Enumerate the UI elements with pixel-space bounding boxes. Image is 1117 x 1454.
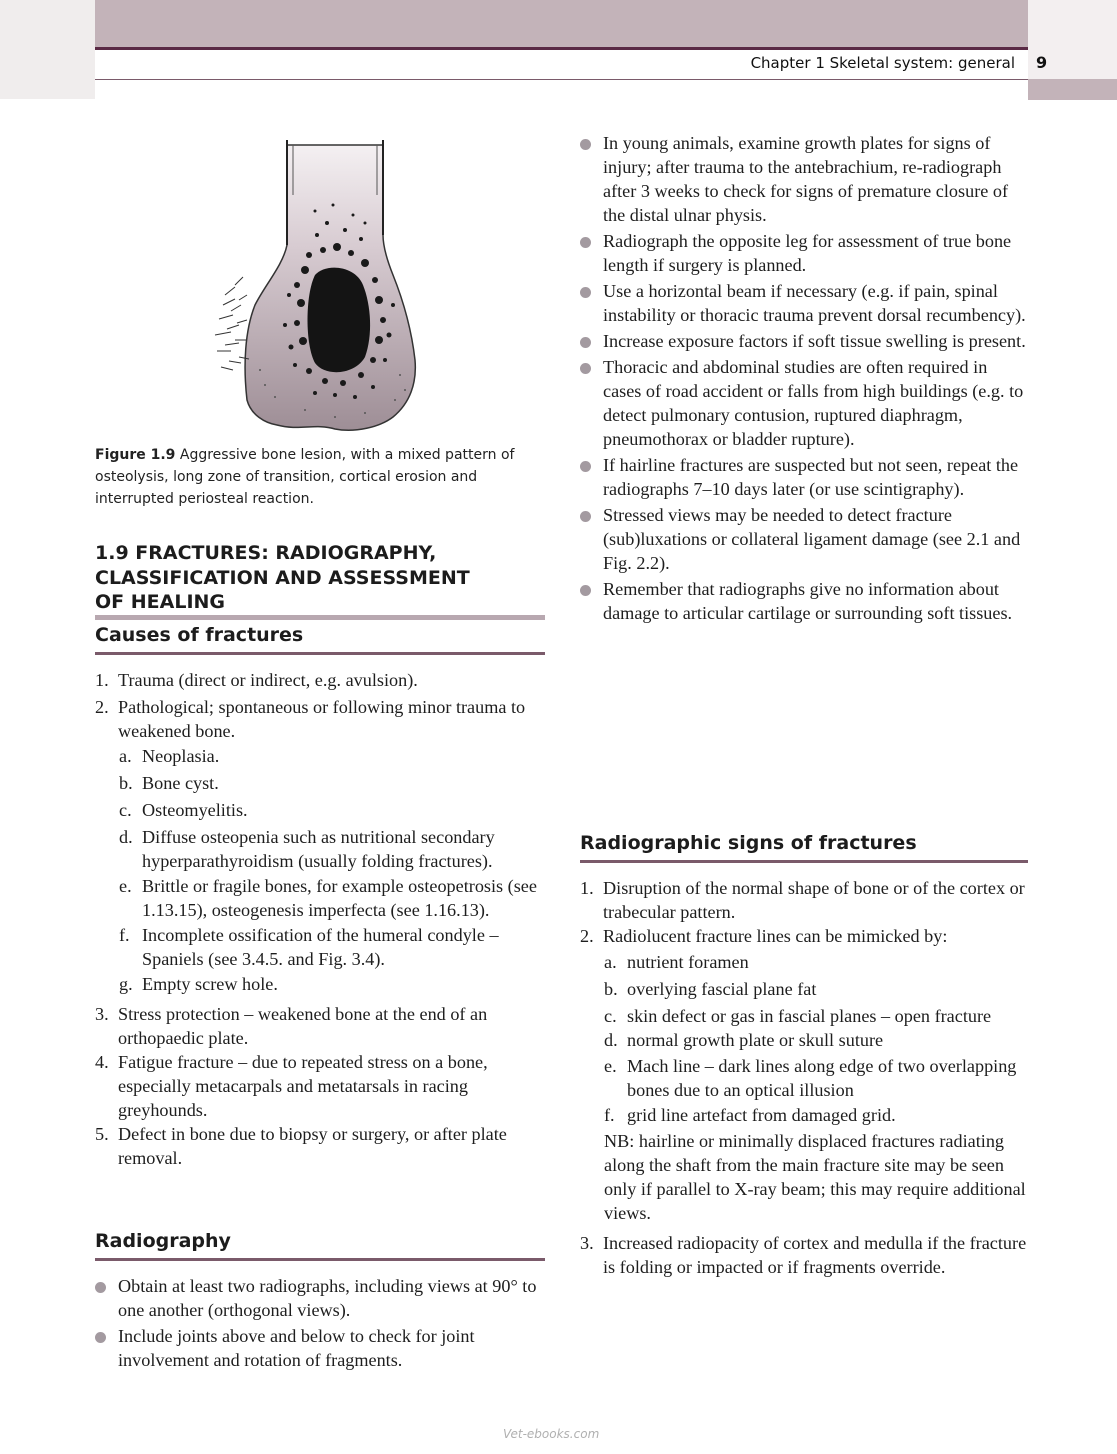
bullet-text: Thoracic and abdominal studies are often required in cases of road accident or falls from high buildings (e.g. to detect pulmonary contusion, ruptured diaphragm, pneumothorax or bladder rupture).	[603, 357, 1024, 449]
bullet-text: Stressed views may be needed to detect fracture (sub)luxations or collateral ligament damage (see 2.1 and Fig. 2.2).	[603, 505, 1021, 573]
list-item: 2. Radiolucent fracture lines can be mimicked by:	[580, 926, 948, 946]
sub-item: d. Diffuse osteopenia such as nutritional secondary hyperparathyroidism (usually folding fractures).	[119, 827, 495, 871]
sub-item: a. Neoplasia.	[119, 746, 220, 766]
bullet-item	[580, 453, 1030, 501]
bullet-text: If hairline fractures are suspected but not seen, repeat the radiographs 7–10 days later (or use scintigraphy).	[603, 455, 1019, 499]
sub-item-text: grid line artefact from damaged grid.	[627, 1105, 896, 1125]
bullet-dot	[95, 1332, 106, 1343]
list-item-text: Trauma (direct or indirect, e.g. avulsion).	[118, 670, 418, 690]
bullet-item	[580, 329, 1030, 353]
sub-item: c. Osteomyelitis.	[119, 800, 248, 820]
list-item: 1. Trauma (direct or indirect, e.g. avulsion).	[95, 670, 418, 690]
bullet-item	[580, 131, 1030, 227]
header-page-tab	[1028, 79, 1117, 100]
bullet-dot	[580, 287, 591, 298]
bullet-dot	[580, 337, 591, 348]
bullet-text: Obtain at least two radiographs, including views at 90° to one another (orthogonal views).	[118, 1276, 537, 1320]
sub-item: g. Empty screw hole.	[119, 974, 278, 994]
bullet-item	[580, 577, 1030, 625]
radiography-list	[95, 1274, 545, 1374]
list-item-text: Stress protection – weakened bone at the end of an orthopaedic plate.	[118, 1004, 488, 1048]
bullet-text: Include joints above and below to check for joint involvement and rotation of fragments.	[118, 1326, 475, 1370]
sub-item-text: Mach line – dark lines along edge of two overlapping bones due to an optical illusion	[627, 1056, 1017, 1100]
bullet-item	[95, 1274, 545, 1322]
figure-caption	[95, 444, 535, 510]
list-item: 1. Disruption of the normal shape of bone or of the cortex or trabecular pattern.	[580, 878, 1025, 922]
nb-note: NB: hairline or minimally displaced fractures radiating along the shaft from the main fracture site may be seen only if parallel to X-ray beam; this may require additional views.	[604, 1131, 1026, 1223]
sub-item: e. Brittle or fragile bones, for example osteopetrosis (see 1.13.15), osteogenesis imperfecta (see 1.16.13).	[119, 876, 537, 920]
sub-item: a. nutrient foramen	[604, 952, 749, 972]
sub-item-text: Incomplete ossification of the humeral condyle – Spaniels (see 3.4.5. and Fig. 3.4).	[142, 925, 499, 969]
bullet-dot	[95, 1282, 106, 1293]
header-left-margin	[0, 0, 95, 99]
list-item-text: Pathological; spontaneous or following minor trauma to weakened bone.	[118, 697, 526, 741]
bullet-item	[580, 355, 1030, 451]
sub-item: c. skin defect or gas in fascial planes – open fracture	[604, 1006, 992, 1026]
bullet-dot	[580, 237, 591, 248]
list-item: 3. Stress protection – weakened bone at the end of an orthopaedic plate.	[95, 1004, 488, 1048]
bullet-dot	[580, 585, 591, 596]
bullet-item	[580, 229, 1030, 277]
sub-item-text: normal growth plate or skull suture	[627, 1030, 884, 1050]
bullet-text: Remember that radiographs give no information about damage to articular cartilage or surrounding soft tissues.	[603, 579, 1013, 623]
sub-item-text: Brittle or fragile bones, for example osteopetrosis (see 1.13.15), osteogenesis imperfecta (see 1.16.13).	[142, 876, 537, 920]
bone-lesion-illustration	[205, 135, 443, 435]
bullet-text: Radiograph the opposite leg for assessment of true bone length if surgery is planned.	[603, 231, 1012, 275]
right-bullet-list	[580, 131, 1030, 627]
section-title	[95, 541, 545, 615]
sub-item-text: Diffuse osteopenia such as nutritional secondary hyperparathyroidism (usually folding fractures).	[142, 827, 495, 871]
list-item: 2. Pathological; spontaneous or following minor trauma to weakened bone.	[95, 697, 526, 741]
running-head: Chapter 1 Skeletal system: general	[750, 54, 1015, 72]
causes-list	[95, 668, 545, 1170]
sub-item-text: Neoplasia.	[142, 746, 220, 766]
header-underline	[95, 79, 1028, 80]
section-title-line2: CLASSIFICATION AND ASSESSMENT	[95, 566, 470, 589]
bullet-item	[95, 1324, 545, 1372]
bullet-item	[580, 279, 1030, 327]
sub-item-text: nutrient foramen	[627, 952, 749, 972]
bullet-dot	[580, 511, 591, 522]
list-item: 3. Increased radiopacity of cortex and medulla if the fracture is folding or impacted or if fragments override.	[580, 1233, 1027, 1277]
bullet-dot	[580, 461, 591, 472]
bullet-text: Use a horizontal beam if necessary (e.g. if pain, spinal instability or thoracic trauma prevent dorsal recumbency).	[603, 281, 1026, 325]
section-title-line3: OF HEALING	[95, 591, 226, 613]
list-item: 4. Fatigue fracture – due to repeated stress on a bone, especially metacarpals and metatarsals in racing greyhounds.	[95, 1052, 488, 1120]
list-item-text: Fatigue fracture – due to repeated stress on a bone, especially metacarpals and metatarsals in racing greyhounds.	[118, 1052, 488, 1120]
bullet-text: In young animals, examine growth plates for signs of injury; after trauma to the antebrachium, re-radiograph after 3 weeks to check for signs of premature closure of the distal ulnar physis.	[603, 133, 1009, 225]
header-band	[95, 0, 1028, 47]
page-number: 9	[1036, 53, 1048, 72]
sub-item: b. overlying fascial plane fat	[604, 979, 817, 999]
signs-heading: Radiographic signs of fractures	[580, 832, 1028, 863]
sub-item: b. Bone cyst.	[119, 773, 219, 793]
sub-item-text: Empty screw hole.	[142, 974, 278, 994]
list-item: 5. Defect in bone due to biopsy or surgery, or after plate removal.	[95, 1124, 507, 1168]
bullet-dot	[580, 139, 591, 150]
sub-item: f. Incomplete ossification of the humeral condyle – Spaniels (see 3.4.5. and Fig. 3.4).	[119, 925, 499, 969]
list-item-text: Defect in bone due to biopsy or surgery, or after plate removal.	[118, 1124, 507, 1168]
sub-item-text: Osteomyelitis.	[142, 800, 248, 820]
sub-item: d. normal growth plate or skull suture	[604, 1030, 884, 1050]
bullet-text: Increase exposure factors if soft tissue swelling is present.	[603, 331, 1026, 351]
section-rule	[95, 615, 545, 620]
section-title-line1: 1.9 FRACTURES: RADIOGRAPHY,	[95, 542, 437, 564]
caption-label: Figure 1.9	[95, 447, 176, 463]
bullet-dot	[580, 363, 591, 374]
caption-text: Aggressive bone lesion, with a mixed pattern of osteolysis, long zone of transition, cortical erosion and interrupted periosteal reaction.	[95, 447, 515, 507]
figure-bone-lesion	[205, 135, 443, 435]
sub-item-text: Bone cyst.	[142, 773, 219, 793]
bullet-item	[580, 503, 1030, 575]
signs-list	[580, 876, 1030, 1279]
sub-item-text: skin defect or gas in fascial planes – open fracture	[627, 1006, 992, 1026]
causes-heading: Causes of fractures	[95, 624, 545, 655]
list-item-text: Disruption of the normal shape of bone or of the cortex or trabecular pattern.	[603, 878, 1025, 922]
list-item-text: Radiolucent fracture lines can be mimicked by:	[603, 926, 948, 946]
sub-item: f. grid line artefact from damaged grid.	[604, 1105, 896, 1125]
watermark: Vet-ebooks.com	[503, 1427, 600, 1441]
radiography-heading: Radiography	[95, 1230, 545, 1261]
sub-item: e. Mach line – dark lines along edge of two overlapping bones due to an optical illusion	[604, 1056, 1017, 1100]
list-item-text: Increased radiopacity of cortex and medulla if the fracture is folding or impacted or if fragments override.	[603, 1233, 1027, 1277]
sub-item-text: overlying fascial plane fat	[627, 979, 817, 999]
